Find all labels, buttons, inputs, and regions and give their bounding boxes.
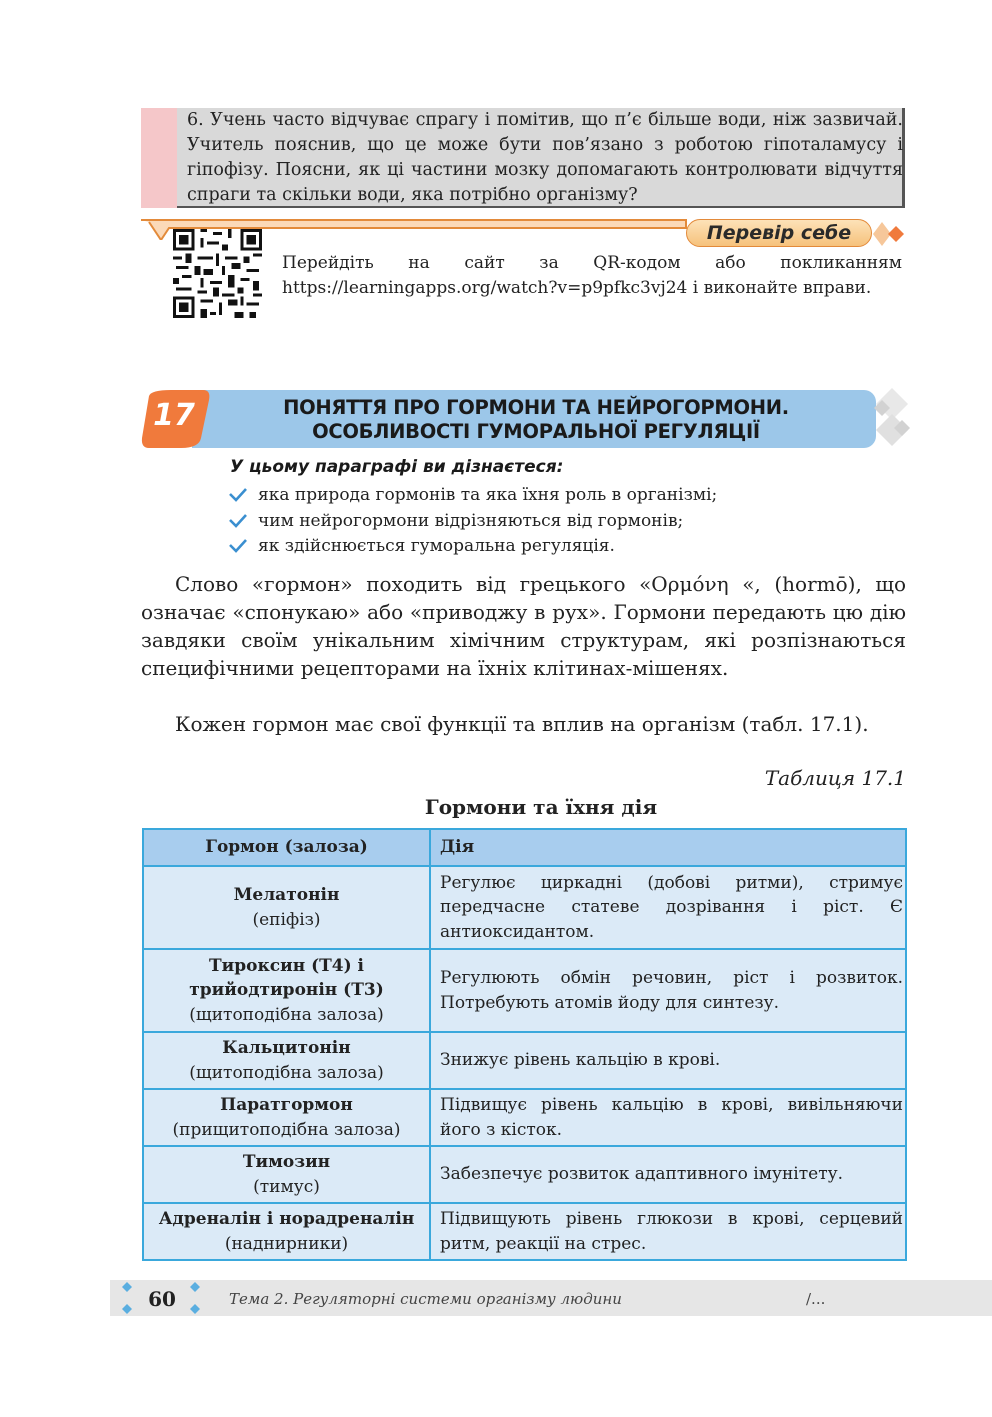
- table-caption: Таблиця 17.1: [764, 766, 906, 790]
- section-number: 17: [153, 398, 195, 433]
- action-cell: Підвищує рівень кальцію в крові, вивільняючи його з кісток.: [430, 1089, 906, 1146]
- hormone-name: Мелатонін: [233, 885, 340, 905]
- check-yourself-label: Перевір себе: [706, 222, 852, 244]
- hormone-cell: [143, 1203, 430, 1260]
- hormone-name: Кальцитонін: [222, 1038, 351, 1058]
- footer-topic: Тема 2. Регуляторні системи організму людини: [229, 1290, 622, 1308]
- table-row: [143, 1203, 906, 1260]
- action-cell: Знижує рівень кальцію в крові.: [430, 1032, 906, 1089]
- learn-item-text: чим нейрогормони відрізняються від гормонів;: [258, 510, 684, 531]
- hormone-name: Тироксин (Т4) і трийодтиронін (Т3): [189, 955, 384, 1001]
- table-title: Гормони та їхня дія: [424, 795, 658, 819]
- section-title: [200, 396, 872, 444]
- diamond-decoration-icon: [872, 221, 908, 247]
- table-row: [143, 866, 906, 949]
- table-row: [143, 949, 906, 1032]
- qr-code-icon[interactable]: [173, 229, 262, 318]
- check-yourself-text: Перейдіть на сайт за QR-кодом або покликанням https://learningapps.org/watch?v=p9pfkc3vj24 і виконайте вправи.: [282, 253, 902, 298]
- gland-name: (прищитоподібна залоза): [172, 1119, 401, 1140]
- table-row: [143, 1032, 906, 1089]
- page-number: 60: [148, 1287, 176, 1311]
- question-text: 6. Учень часто відчуває спрагу і помітив, що п’є більше води, ніж зазвичай. Учитель пояснив, що це може бути пов’язано з роботою гіпоталамусу і гіпофізу. Поясни, як ці частини мозку допомагають контролювати відчуття спраги та скільки води, яка потрібно організму?: [187, 110, 903, 205]
- footer-mark: /...: [806, 1290, 826, 1308]
- body-paragraph-text: Слово «гормон» походить від грецького «Ορμόνη «, (hormō), що означає «спонукаю» або «приводжу в рух». Гормони передають цю дію завдяки своїм унікальним хімічним структурам, які розпізнаються специфічними рецепторами на їхніх клітинах-мішенях.: [141, 572, 906, 680]
- action-cell: Регулюють обмін речовин, ріст і розвиток. Потребують атомів йоду для синтезу.: [430, 949, 906, 1032]
- learn-item: [228, 509, 717, 535]
- hormone-cell: [143, 1089, 430, 1146]
- action-cell: Регулює циркадні (добові ритми), стримує передчасне статеве дозрівання і ріст. Є антиоксидантом.: [430, 866, 906, 949]
- table-row: [143, 1146, 906, 1203]
- body-paragraph: [141, 570, 906, 682]
- section-title-line1: ПОНЯТТЯ ПРО ГОРМОНИ ТА НЕЙРОГОРМОНИ.: [283, 396, 789, 419]
- learn-list: [228, 483, 717, 560]
- checkmark-icon: [228, 487, 248, 503]
- learn-item: [228, 534, 717, 560]
- checkmark-icon: [228, 513, 248, 529]
- diamond-decoration-icon: [872, 386, 912, 448]
- learn-item-text: як здійснюється гуморальна регуляція.: [258, 536, 615, 556]
- hormone-cell: [143, 1146, 430, 1203]
- hormone-cell: [143, 949, 430, 1032]
- hormone-name: Паратгормон: [220, 1095, 353, 1115]
- action-cell: Забезпечує розвиток адаптивного імунітету.: [430, 1146, 906, 1203]
- learn-item-text: яка природа гормонів та яка їхня роль в організмі;: [258, 485, 718, 505]
- table-header-row: [143, 829, 906, 866]
- gland-name: (щитоподібна залоза): [189, 1004, 384, 1025]
- table-header-cell: Гормон (залоза): [143, 829, 430, 866]
- question-accent-bar: [141, 108, 177, 208]
- hormone-name: Тимозин: [242, 1152, 331, 1172]
- table-header-cell: Дія: [430, 829, 906, 866]
- gland-name: (епіфіз): [252, 909, 321, 930]
- hormones-table: [142, 828, 907, 1261]
- body-paragraph-text: Кожен гормон має свої функції та вплив на організм (табл. 17.1).: [175, 712, 869, 736]
- hormone-name: Адреналін і норадреналін: [158, 1209, 415, 1229]
- section-title-line2: ОСОБЛИВОСТІ ГУМОРАЛЬНОЇ РЕГУЛЯЦІЇ: [312, 420, 760, 443]
- gland-name: (щитоподібна залоза): [189, 1062, 384, 1083]
- table-row: [143, 1089, 906, 1146]
- learn-item: [228, 483, 717, 509]
- checkmark-icon: [228, 538, 248, 554]
- learn-title: У цьому параграфі ви дізнаєтеся:: [230, 457, 564, 477]
- body-paragraph: [141, 710, 906, 738]
- gland-name: (наднирники): [224, 1233, 349, 1254]
- action-cell: Підвищують рівень глюкози в крові, серцевий ритм, реакції на стрес.: [430, 1203, 906, 1260]
- hormone-cell: [143, 1032, 430, 1089]
- hormone-cell: [143, 866, 430, 949]
- gland-name: (тимус): [253, 1176, 320, 1197]
